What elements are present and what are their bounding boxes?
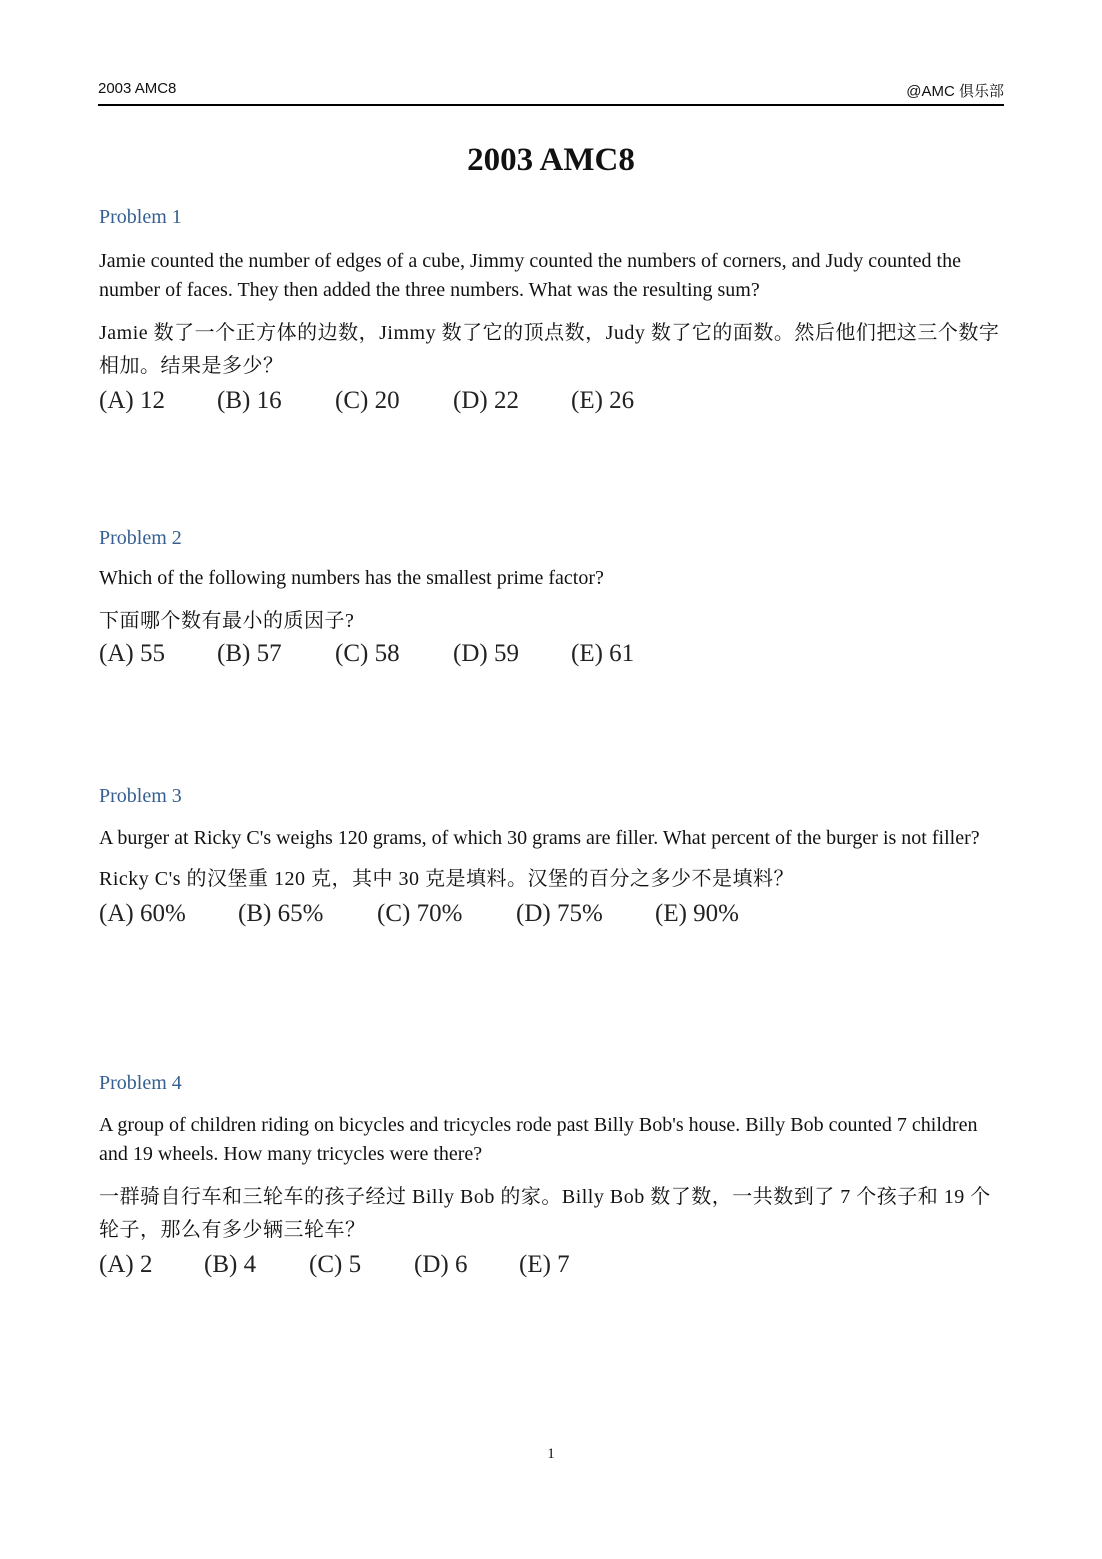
answer-choices [99,1251,1005,1279]
problem-text-english: Which of the following numbers has the smallest prime factor? [99,567,604,589]
problem-label: Problem 3 [99,785,182,807]
page-header [98,80,1004,106]
choice-d: (D) 6 [414,1251,468,1278]
answer-choices [99,387,1005,415]
choice-a: (A) 12 [99,387,165,414]
answer-choices [99,900,1005,928]
choice-e: (E) 61 [571,640,635,667]
choice-d: (D) 59 [453,640,519,667]
problem-text-chinese: 下面哪个数有最小的质因子? [99,610,355,632]
page-number: 1 [547,1446,555,1462]
choice-e: (E) 90% [655,900,739,927]
choice-e: (E) 26 [571,387,635,414]
problem-4 [99,1072,1005,1279]
choice-b: (B) 65% [238,900,324,927]
problem-label: Problem 1 [99,206,182,228]
problem-text-chinese: 一群骑自行车和三轮车的孩子经过 Billy Bob 的家。Billy Bob 数了数，一共数到了 7 个孩子和 19 个轮子，那么有多少辆三轮车？ [99,1186,991,1241]
problem-1 [99,206,1005,415]
choice-c: (C) 58 [335,640,400,667]
choice-b: (B) 57 [217,640,282,667]
choice-d: (D) 22 [453,387,519,414]
choice-e: (E) 7 [519,1251,570,1278]
choice-b: (B) 16 [217,387,282,414]
header-left-text: 2003 AMC8 [98,80,177,97]
problem-3 [99,785,1005,928]
choice-c: (C) 70% [377,900,463,927]
problem-text-english: A burger at Ricky C's weighs 120 grams, of which 30 grams are filler. What percent of the burger is not filler? [99,827,980,849]
problem-text-english: A group of children riding on bicycles and tricycles rode past Billy Bob's house. Billy Bob counted 7 children and 19 wheels. How many tricycles were there? [99,1114,978,1165]
document-title: 2003 AMC8 [467,142,635,178]
problem-text-chinese: Jamie 数了一个正方体的边数，Jimmy 数了它的顶点数，Judy 数了它的面数。然后他们把这三个数字相加。结果是多少？ [99,322,1000,377]
choice-b: (B) 4 [204,1251,257,1278]
problem-text-chinese: Ricky C's 的汉堡重 120 克，其中 30 克是填料。汉堡的百分之多少不是填料？ [99,868,794,890]
problem-label: Problem 2 [99,527,182,549]
problem-text-english: Jamie counted the number of edges of a cube, Jimmy counted the numbers of corners, and Judy counted the number of faces. They then added the three numbers. What was the resulting sum? [99,250,961,301]
choice-d: (D) 75% [516,900,603,927]
answer-choices [99,640,1005,668]
problem-label: Problem 4 [99,1072,182,1094]
choice-a: (A) 60% [99,900,186,927]
choice-c: (C) 5 [309,1251,362,1278]
problem-2 [99,527,1005,668]
choice-c: (C) 20 [335,387,400,414]
header-right-text: @AMC 俱乐部 [906,83,1004,100]
choice-a: (A) 55 [99,640,165,667]
choice-a: (A) 2 [99,1251,153,1278]
